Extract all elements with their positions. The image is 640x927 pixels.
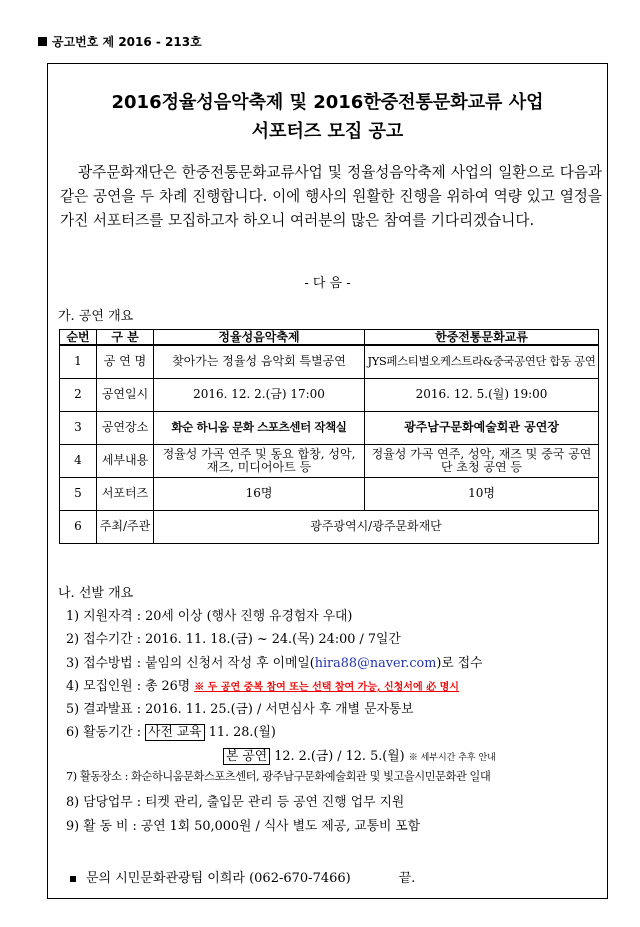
cell-label: 공 연 명 <box>97 345 154 378</box>
cell-a: 정율성 가곡 연주 및 동요 합창, 성악, 재즈, 미디어아트 등 <box>154 444 365 477</box>
square-bullet-icon <box>70 876 76 882</box>
contact-line <box>70 867 415 886</box>
table-row <box>60 444 599 477</box>
method-text-end: )로 접수 <box>436 655 483 671</box>
announcement-frame <box>47 63 608 899</box>
pre-training-box: 사전 교육 <box>145 724 205 741</box>
title-line2: 서포터즈 모집 공고 <box>251 121 404 142</box>
list-item: 1) 지원자격 : 20세 이상 (행사 진행 유경험자 우대) <box>66 609 353 624</box>
cell-label: 서포터즈 <box>97 477 154 510</box>
list-item <box>66 721 496 744</box>
list-item: 9) 활 동 비 : 공연 1회 50,000원 / 식사 별도 제공, 교통비 포함 <box>66 818 421 834</box>
period-text: 6) 활동기간 : <box>66 725 146 741</box>
main-show-date: 12. 2.(금) / 12. 5.(월) <box>270 748 409 764</box>
cell-no: 4 <box>60 444 97 477</box>
section-a-heading: 가. 공연 개요 <box>58 309 134 324</box>
cell-no: 2 <box>60 378 97 411</box>
cell-b: 정율성 가곡 연주, 성악, 재즈 및 중국 공연단 초청 공연 등 <box>365 444 599 477</box>
list-item <box>66 675 496 698</box>
cell-merged: 광주광역시/광주문화재단 <box>154 510 599 543</box>
email-link[interactable]: hira88@naver.com <box>314 655 437 671</box>
cell-b: 2016. 12. 5.(월) 19:00 <box>365 378 599 411</box>
table-header-row <box>60 330 599 346</box>
cell-a: 찾아가는 정율성 음악회 특별공연 <box>154 345 365 378</box>
table-row <box>60 477 599 510</box>
dagum-heading: - 다 음 - <box>304 276 351 291</box>
title-line1: 2016정율성음악축제 및 2016한중전통문화교류 사업 <box>111 92 544 113</box>
cell-no: 6 <box>60 510 97 543</box>
cell-label: 공연장소 <box>97 411 154 444</box>
end-mark: 끝. <box>398 871 416 886</box>
recruit-note: ※ 두 공연 중복 참여 또는 선택 참여 가능, 신청서에 必 명시 <box>194 681 459 693</box>
main-show-box: 본 공연 <box>223 748 270 765</box>
list-item <box>66 745 496 768</box>
cell-a: 16명 <box>154 477 365 510</box>
list-item <box>66 652 496 675</box>
section-b-heading: 나. 선발 개요 <box>58 586 134 601</box>
header-korea-china: 한중전통문화교류 <box>365 330 599 346</box>
overview-table <box>59 329 599 544</box>
cell-a: 2016. 12. 2.(금) 17:00 <box>154 378 365 411</box>
cell-b: 10명 <box>365 477 599 510</box>
table-row <box>60 510 599 543</box>
list-item: 2) 접수기간 : 2016. 11. 18.(금) ~ 24.(목) 24:00 / 7일간 <box>66 632 401 648</box>
table-row <box>60 345 599 378</box>
table-row <box>60 378 599 411</box>
cell-label: 주최/주관 <box>97 510 154 543</box>
selection-list <box>66 605 496 838</box>
cell-a: 화순 하니움 문화 스포츠센터 작책실 <box>154 411 365 444</box>
header-category: 구 분 <box>97 330 154 346</box>
notice-number-text: 공고번호 제 2016 - 213호 <box>52 35 202 49</box>
list-item: 7) 활동장소 : 화순하니움문화스포츠센터, 광주남구문화예술회관 및 빛고을시민문화관 일대 <box>66 770 491 784</box>
cell-label: 공연일시 <box>97 378 154 411</box>
cell-no: 3 <box>60 411 97 444</box>
cell-no: 1 <box>60 345 97 378</box>
intro-paragraph: 광주문화재단은 한중전통문화교류사업 및 정율성음악축제 사업의 일환으로 다음과 같은 공연을 두 차례 진행합니다. 이에 행사의 원활한 진행을 위하여 역량 있고 열정을 가진 서포터즈를 모집하고자 하오니 여러분의 많은 참여를 기다리겠습니다. <box>60 164 602 229</box>
time-note: ※ 세부시간 추후 안내 <box>408 752 496 763</box>
header-jys-festival: 정율성음악축제 <box>154 330 365 346</box>
table-row <box>60 411 599 444</box>
cell-b: 광주남구문화예술회관 공연장 <box>365 411 599 444</box>
list-item: 5) 결과발표 : 2016. 11. 25.(금) / 서면심사 후 개별 문자통보 <box>66 702 414 718</box>
cell-b: JYS페스티벌오케스트라&중국공연단 합동 공연 <box>365 345 599 378</box>
contact-text: 문의 시민문화관광팀 이희라 (062-670-7466) <box>86 871 351 886</box>
header-no: 순번 <box>60 330 97 346</box>
notice-number <box>38 33 202 50</box>
square-bullet-icon <box>38 37 47 46</box>
list-item: 8) 담당업무 : 티켓 관리, 출입문 관리 등 공연 진행 업무 지원 <box>66 795 405 811</box>
recruit-text: 4) 모집인원 : 총 26명 <box>66 678 195 694</box>
method-text: 3) 접수방법 : 붙임의 신청서 작성 후 이메일( <box>66 655 315 671</box>
pre-training-date: 11. 28.(월) <box>204 725 276 741</box>
cell-no: 5 <box>60 477 97 510</box>
cell-label: 세부내용 <box>97 444 154 477</box>
